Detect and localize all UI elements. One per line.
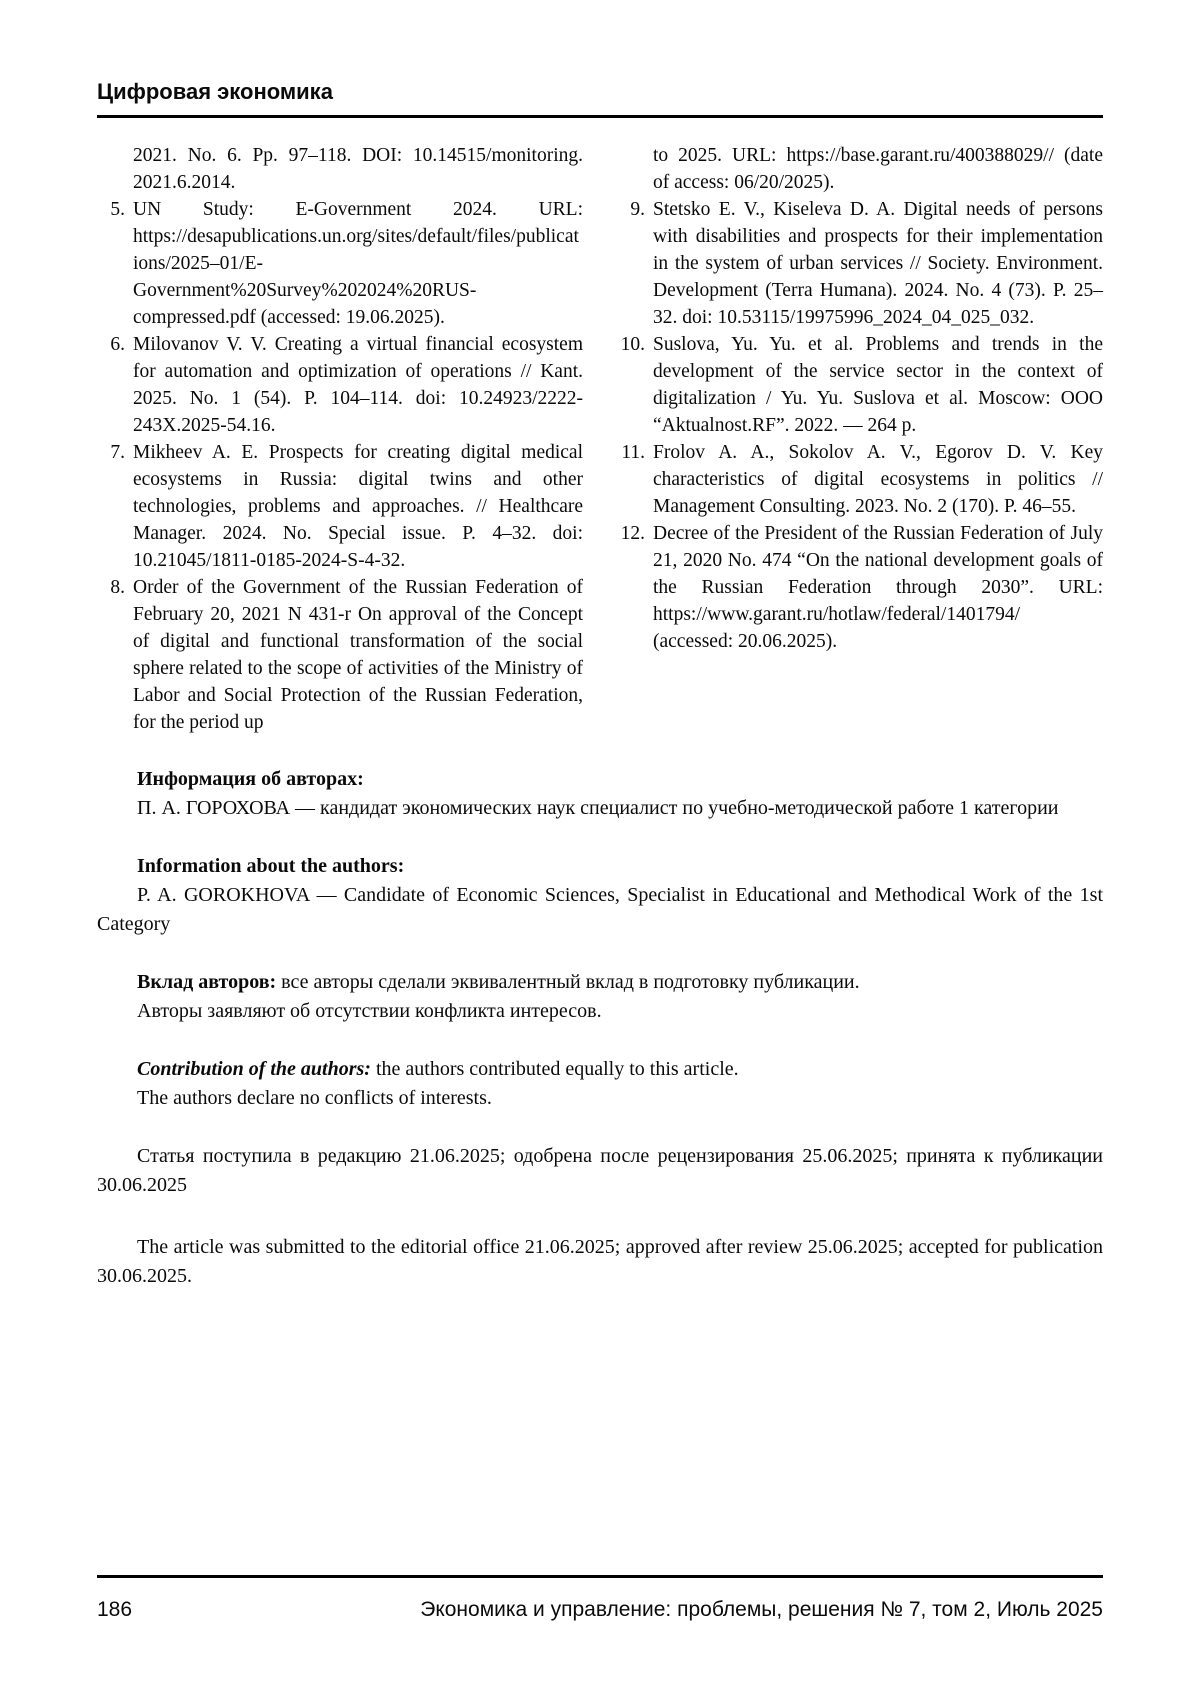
submission-dates-en-text: The article was submitted to the editorial office 21.06.2025; approved after review 25.06.2025; accepted for publication 30.06.2025. xyxy=(97,1236,1103,1287)
reference-item xyxy=(97,439,583,574)
reference-text: Mikheev A. E. Prospects for creating digital medical ecosystems in Russia: digital twins and other technologies, problems and approaches. // Healthcare Manager. 2024. No. Special issue. P. 4–32. doi: 10.21045/1811-0185-2024-S-4-32. xyxy=(133,442,583,571)
reference-list xyxy=(97,142,1103,736)
contribution-en-text: the authors contributed equally to this article. xyxy=(375,1058,739,1080)
reference-text: Frolov A. A., Sokolov A. V., Egorov D. V. Key characteristics of digital ecosystems in politics // Management Consulting. 2023. No. 2 (170). P. 46–55. xyxy=(653,442,1103,517)
page-content xyxy=(97,0,1103,1291)
reference-text: to 2025. URL: https://base.garant.ru/400388029// (date of access: 06/20/2025). xyxy=(653,145,1103,193)
reference-item xyxy=(617,439,1103,520)
reference-column-right xyxy=(617,142,1103,736)
reference-number: 11. xyxy=(621,442,645,463)
reference-item xyxy=(97,574,583,736)
reference-number: 6. xyxy=(110,334,125,355)
reference-item xyxy=(617,331,1103,439)
reference-text: Decree of the President of the Russian Federation of July 21, 2020 No. 474 “On the national development goals of the Russian Federation through 2030”. URL: https://www.garant.ru/hotlaw/federal/1401794/ (accessed: 20.06.2025). xyxy=(653,523,1103,652)
authors-info-en-body: P. A. GOROKHOVA — Candidate of Economic Sciences, Specialist in Educational and Methodical Work of the 1st Category xyxy=(97,884,1103,935)
reference-text: Order of the Government of the Russian Federation of February 20, 2021 N 431-r On approval of the Concept of digital and functional transformation of the social sphere related to the scope of activities of the Ministry of Labor and Social Protection of the Russian Federation, for the period up xyxy=(133,577,583,733)
reference-column-left xyxy=(97,142,583,736)
contribution-ru-line1 xyxy=(97,968,1103,997)
submission-dates-en xyxy=(97,1233,1103,1291)
reference-text: Stetsko E. V., Kiseleva D. A. Digital needs of persons with disabilities and prospects for their implementation in the system of urban services // Society. Environment. Development (Terra Humana). 2024. No. 4 (73). P. 25–32. doi: 10.53115/19975996_2024_04_025_032. xyxy=(653,199,1103,328)
running-head-section-title: Цифровая экономика xyxy=(97,79,333,104)
reference-text: UN Study: E-Government 2024. URL: https://desapublications.un.org/sites/default/files/publications/2025–01/E-Government%20Survey%202024%20RUS-compressed.pdf (accessed: 19.06.2025). xyxy=(133,199,583,328)
reference-number: 10. xyxy=(620,334,645,355)
contribution-ru-line2: Авторы заявляют об отсутствии конфликта интересов. xyxy=(137,1000,602,1022)
reference-number: 12. xyxy=(620,523,645,544)
reference-number: 8. xyxy=(110,577,125,598)
reference-number: 5. xyxy=(110,199,125,220)
reference-text: Milovanov V. V. Creating a virtual financial ecosystem for automation and optimization of operations // Kant. 2025. No. 1 (54). P. 104–114. doi: 10.24923/2222-243X.2025-54.16. xyxy=(133,334,583,436)
contribution-en xyxy=(97,1055,1103,1113)
journal-title-line: Экономика и управление: проблемы, решения № 7, том 2, Июль 2025 xyxy=(420,1598,1103,1621)
reference-text: Suslova, Yu. Yu. et al. Problems and trends in the development of the service sector in the context of digitalization / Yu. Yu. Suslova et al. Moscow: OOO “Aktualnost.RF”. 2022. — 264 p. xyxy=(653,334,1103,436)
contribution-en-label: Contribution of the authors: xyxy=(137,1058,371,1080)
reference-item xyxy=(97,196,583,331)
reference-item xyxy=(97,142,583,196)
page-number: 186 xyxy=(97,1598,133,1621)
reference-number: 7. xyxy=(110,442,125,463)
authors-info-en xyxy=(97,852,1103,939)
submission-dates-ru-text: Статья поступила в редакцию 21.06.2025; одобрена после рецензирования 25.06.2025; принята к публикации 30.06.2025 xyxy=(97,1145,1103,1196)
authors-info-ru-heading: Информация об авторах: xyxy=(137,768,364,790)
reference-number: 9. xyxy=(630,199,645,220)
contribution-ru-label: Вклад авторов: xyxy=(137,971,277,993)
reference-item xyxy=(97,331,583,439)
contribution-en-line2: The authors declare no conflicts of interests. xyxy=(137,1087,492,1109)
contribution-ru xyxy=(97,968,1103,1026)
authors-info-ru xyxy=(97,765,1103,823)
reference-item xyxy=(617,520,1103,655)
contribution-ru-text: все авторы сделали эквивалентный вклад в подготовку публикации. xyxy=(281,971,860,993)
header-rule xyxy=(97,115,1103,118)
submission-dates-ru xyxy=(97,1142,1103,1200)
reference-item xyxy=(617,196,1103,331)
authors-info-en-heading: Information about the authors: xyxy=(137,855,405,877)
reference-item xyxy=(617,142,1103,196)
authors-info-ru-body: П. А. ГОРОХОВА — кандидат экономических наук специалист по учебно-методической работе 1 категории xyxy=(137,797,1059,819)
reference-text: 2021. No. 6. Pp. 97–118. DOI: 10.14515/monitoring. 2021.6.2014. xyxy=(133,145,583,193)
contribution-en-line1 xyxy=(97,1055,1103,1084)
page-footer xyxy=(97,1575,1103,1622)
